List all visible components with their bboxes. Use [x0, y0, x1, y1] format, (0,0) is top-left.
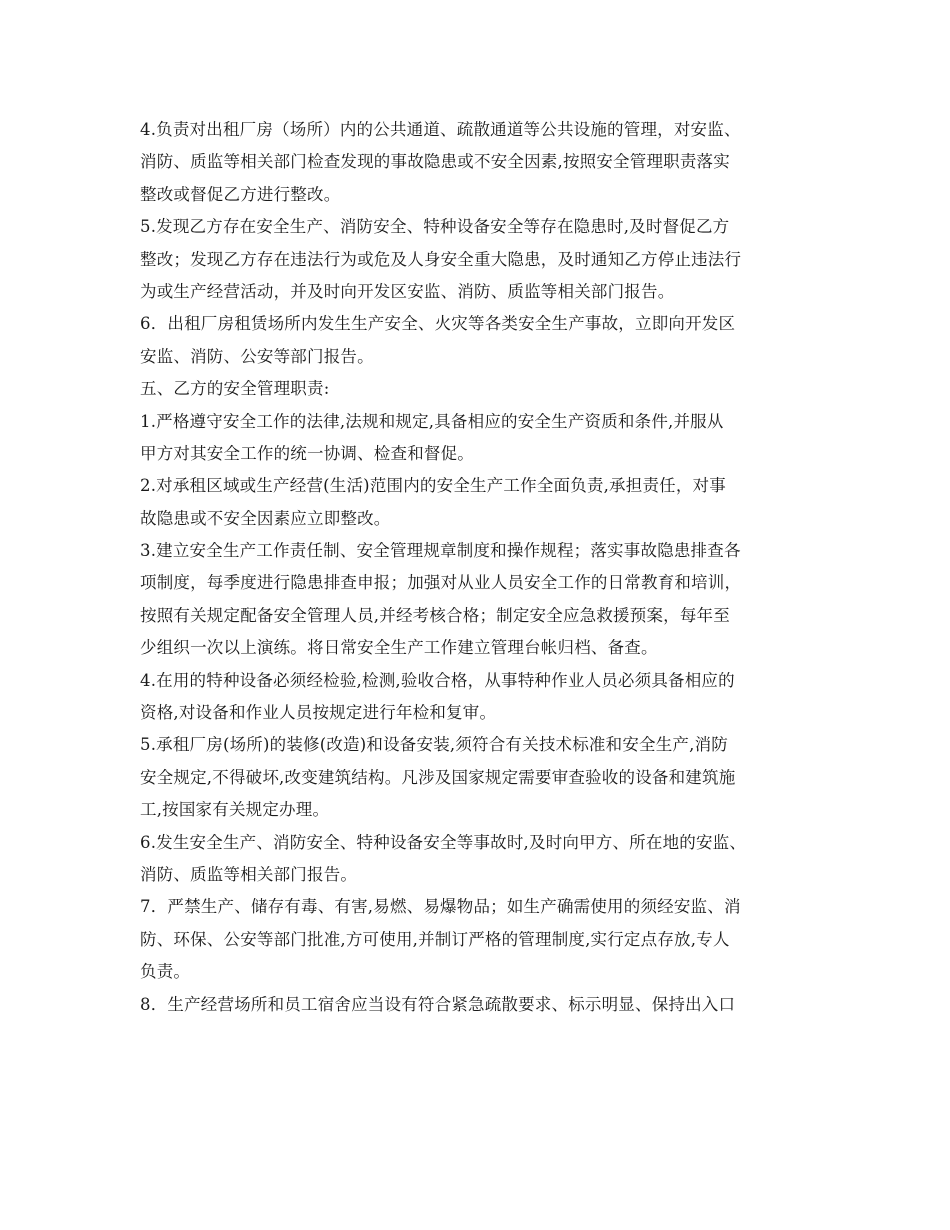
text-line: 资格,对设备和作业人员按规定进行年检和复审。 [140, 703, 497, 723]
text-line: 消防、质监等相关部门检查发现的事故隐患或不安全因素,按照安全管理职责落实 [140, 152, 730, 172]
text-line: 4.负责对出租厂房（场所）内的公共通道、疏散通道等公共设施的管理，对安监、 [140, 120, 741, 139]
text-line: 工,按国家有关规定办理。 [140, 800, 330, 820]
text-line: 5.承租厂房(场所)的装修(改造)和设备安装,须符合有关技术标准和安全生产,消防 [140, 735, 728, 755]
document-body [140, 114, 820, 1021]
text-line: 甲方对其安全工作的统一协调、检查和督促。 [140, 443, 474, 463]
text-line: 安监、消防、公安等部门报告。 [140, 346, 374, 366]
text-line: 负责。 [140, 962, 191, 982]
text-line: 整改；发现乙方存在违法行为或危及人身安全重大隐患，及时通知乙方停止违法行 [140, 249, 742, 269]
text-line: 少组织一次以上演练。将日常安全生产工作建立管理台帐归档、备查。 [140, 638, 658, 658]
text-line: 7．严禁生产、储存有毒、有害,易燃、易爆物品；如生产确需使用的须经安监、消 [140, 897, 741, 917]
text-line: 6．出租厂房租赁场所内发生生产安全、火灾等各类安全生产事故，立即向开发区 [140, 314, 736, 334]
text-line: 2.对承租区域或生产经营(生活)范围内的安全生产工作全面负责,承担责任，对事 [140, 476, 726, 496]
text-line: 5.发现乙方存在安全生产、消防安全、特种设备安全等存在隐患时,及时督促乙方 [140, 217, 730, 237]
text-line: 6.发生安全生产、消防安全、特种设备安全等事故时,及时向甲方、所在地的安监、 [140, 832, 747, 852]
text-line: 整改或督促乙方进行整改。 [140, 184, 341, 204]
text-line: 安全规定,不得破坏,改变建筑结构。凡涉及国家规定需要审查验收的设备和建筑施 [140, 767, 736, 787]
text-line: 1.严格遵守安全工作的法律,法规和规定,具备相应的安全生产资质和条件,并服从 [140, 411, 724, 431]
text-line: 防、环保、公安等部门批准,方可使用,并制订严格的管理制度,实行定点存放,专人 [140, 929, 730, 949]
text-line: 故隐患或不安全因素应立即整改。 [140, 508, 391, 528]
text-line: 项制度，每季度进行隐患排查申报；加强对从业人员安全工作的日常教育和培训， [140, 573, 742, 593]
text-line: 为或生产经营活动，并及时向开发区安监、消防、质监等相关部门报告。 [140, 281, 675, 301]
text-line: 消防、质监等相关部门报告。 [140, 864, 358, 884]
text-line: 按照有关规定配备安全管理人员,并经考核合格；制定安全应急救援预案，每年至 [140, 605, 730, 625]
section-heading: 五、乙方的安全管理职责: [140, 379, 330, 399]
text-line: 3.建立安全生产工作责任制、安全管理规章制度和操作规程；落实事故隐患排查各 [140, 541, 741, 561]
text-line: 8．生产经营场所和员工宿舍应当设有符合紧急疏散要求、标示明显、保持出入口 [140, 994, 736, 1014]
text-line: 4.在用的特种设备必须经检验,检测,验收合格，从事特种作业人员必须具备相应的 [140, 670, 735, 690]
